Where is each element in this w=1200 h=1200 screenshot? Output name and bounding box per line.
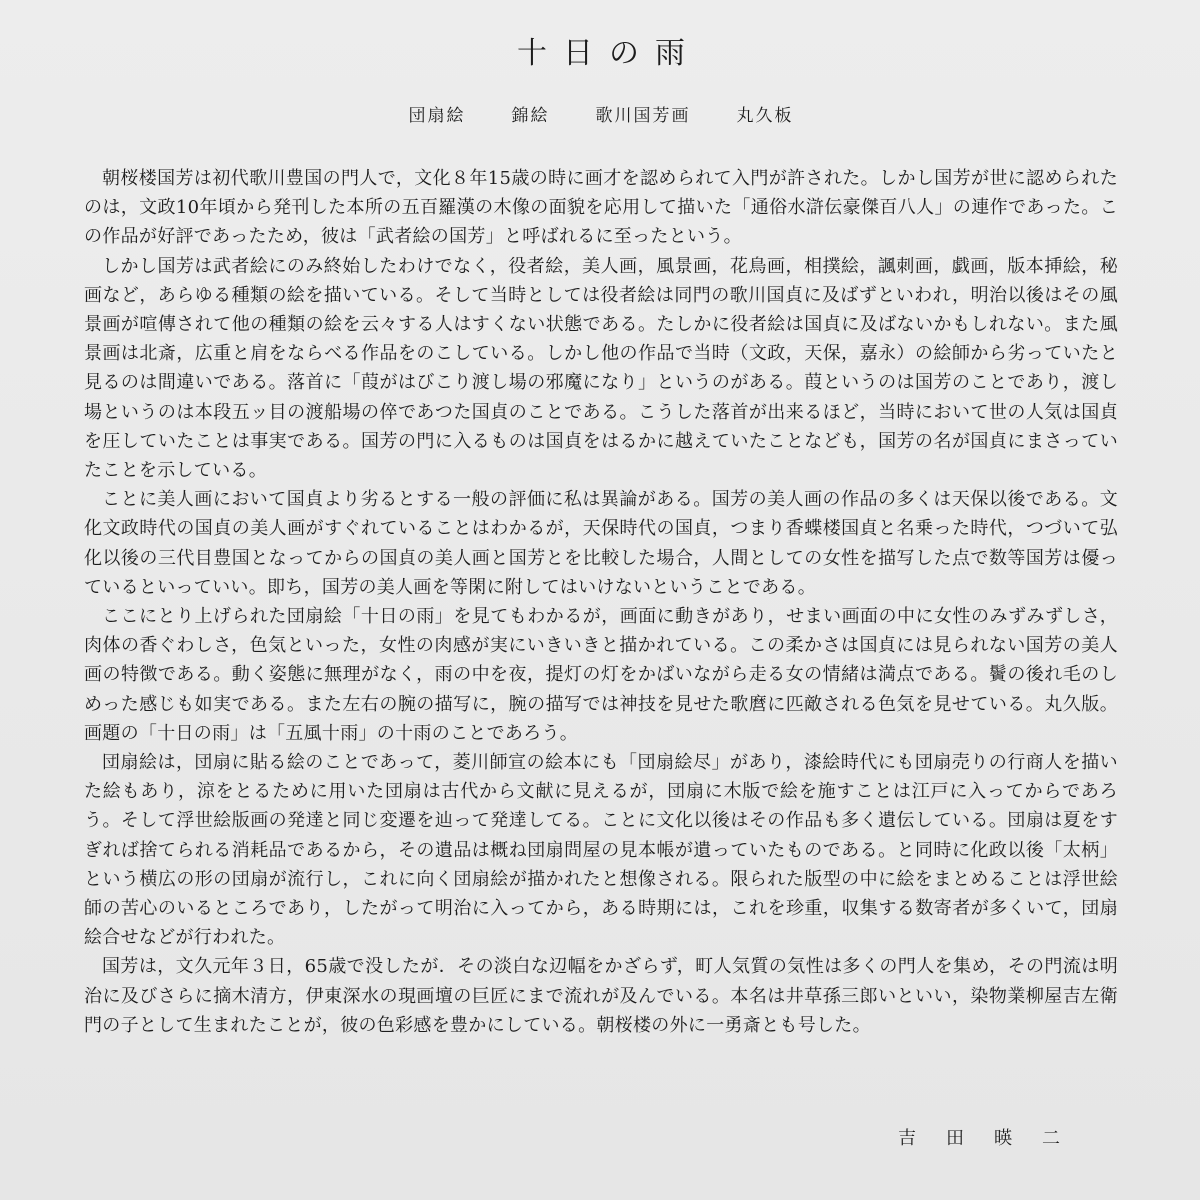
paragraph: 団扇絵は，団扇に貼る絵のことであって，菱川師宣の絵本にも「団扇絵尽」があり，漆絵時代にも団扇売りの行商人を描いた絵もあり，涼をとるために用いた団扇は古代から文献に見えるが，団扇に木版で絵を施すことは江戸に入ってからであろう。そして浮世絵版画の発達と同じ変遷を辿って発達してる。ことに文化以後はその作品も多く遺伝している。団扇は夏をすぎれば捨てられる消耗品であるから，その遺品は概ね団扇問屋の見本帳が遺っていたものである。と同時に化政以後「太柄」という横広の形の団扇が流行し，これに向く団扇絵が描かれたと想像される。限られた版型の中に絵をまとめることは浮世絵師の苦心のいるところであり，したがって明治に入ってから，ある時期には，これを珍重，収集する数寄者が多くいて，団扇絵合せなどが行われた。 bbox=[84, 752, 1118, 949]
subtitle-item: 歌川国芳画 bbox=[595, 106, 691, 126]
paragraph: 国芳は，文久元年３日，65歳で没したが．その淡白な辺幅をかざらず，町人気質の気性は多くの門人を集め，その門流は明治に及びさらに摘木清方，伊東深水の現画壇の巨匠にまで流れが及んでいる。本名は井草孫三郎いといい，染物業柳屋吉左衛門の子として生まれたことが，彼の色彩感を豊かにしている。朝桜楼の外に一勇斎とも号した。 bbox=[84, 956, 1118, 1036]
article-body bbox=[84, 164, 1118, 1040]
subtitle-item: 丸久板 bbox=[736, 106, 794, 126]
paragraph: ここにとり上げられた団扇絵「十日の雨」を見てもわかるが，画面に動きがあり，せまい画面の中に女性のみずみずしさ，肉体の香ぐわしさ，色気といった，女性の肉感が実にいきいきと描かれている。この柔かさは国貞には見られない国芳の美人画の特徴である。動く姿態に無理がなく，雨の中を夜，提灯の灯をかばいながら走る女の情緒は満点である。鬢の後れ毛のしめった感じも如実である。また左右の腕の描写に，腕の描写では神技を見せた歌麿に匹敵される色気を見せている。丸久版。画題の「十日の雨」は「五風十雨」の十雨のことであろう。 bbox=[84, 606, 1118, 744]
page-title: 十日の雨 bbox=[517, 36, 701, 71]
paragraph: しかし国芳は武者絵にのみ終始したわけでなく，役者絵，美人画，風景画，花鳥画，相撲絵，諷刺画，戯画，版本挿絵，秘画など，あらゆる種類の絵を描いている。そして当時としては役者絵は同門の歌川国貞に及ばずといわれ，明治以後はその風景画が喧傳されて他の種類の絵を云々する人はすくない状態である。たしかに役者絵は国貞に及ばないかもしれない。また風景画は北斎，広重と肩をならべる作品をのこしている。しかし他の作品で当時（文政，天保，嘉永）の絵師から劣っていたと見るのは間違いである。落首に「葭がはびこり渡し場の邪魔になり」というのがある。葭というのは国芳のことであり，渡し場というのは本段五ッ目の渡船場の倅であつた国貞のことである。こうした落首が出来るほど，当時において世の人気は国貞を圧していたことは事実である。国芳の門に入るものは国貞をはるかに越えていたことなども，国芳の名が国貞にまさっていたことを示している。 bbox=[84, 255, 1118, 482]
author-name: 吉田暎二 bbox=[898, 1128, 1090, 1149]
subtitle-line bbox=[84, 104, 1118, 128]
subtitle-item: 錦絵 bbox=[511, 106, 550, 126]
subtitle-item: 団扇絵 bbox=[408, 106, 466, 126]
paragraph: 朝桜楼国芳は初代歌川豊国の門人で，文化８年15歳の時に画才を認められて入門が許された。しかし国芳が世に認められたのは，文政10年頃から発刊した本所の五百羅漢の木像の面貌を応用して描いた「通俗水滸伝豪傑百八人」の連作であった。この作品が好評であったため，彼は「武者絵の国芳」と呼ばれるに至ったという。 bbox=[84, 168, 1118, 248]
paragraph: ことに美人画において国貞より劣るとする一般の評価に私は異論がある。国芳の美人画の作品の多くは天保以後である。文化文政時代の国貞の美人画がすぐれていることはわかるが，天保時代の国貞，つまり香蝶楼国貞と名乗った時代，つづいて弘化以後の三代目豊国となってからの国貞の美人画と国芳とを比較した場合，人間としての女性を描写した点で数等国芳は優っているといっていい。即ち，国芳の美人画を等閑に附してはいけないということである。 bbox=[84, 489, 1118, 598]
